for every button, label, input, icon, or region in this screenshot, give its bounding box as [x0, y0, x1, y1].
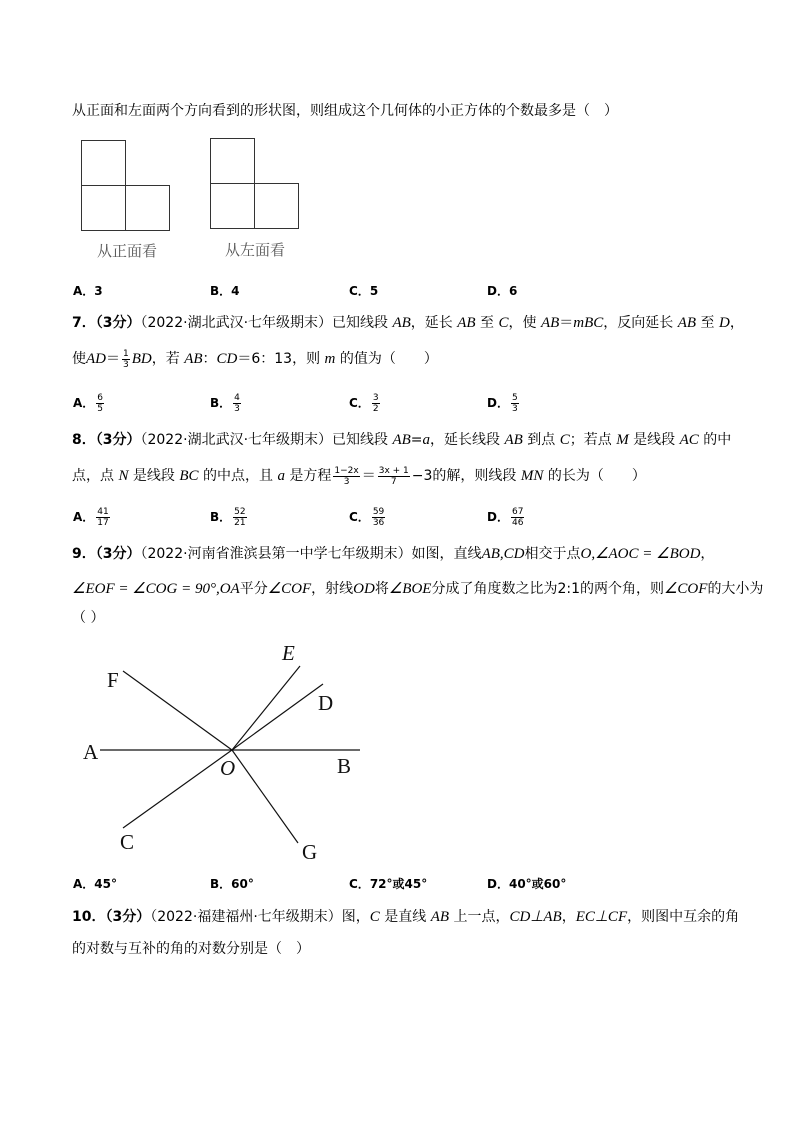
q9-option-d: [487, 876, 566, 892]
math-expression: ∠COF: [267, 581, 312, 597]
q7-line-1: [72, 314, 744, 332]
math-expression: C: [498, 315, 509, 331]
math-expression: CD⊥AB: [509, 909, 562, 925]
q8-line-2: [72, 465, 646, 487]
label-c: C: [120, 830, 135, 854]
text-run: 分成了角度数之比为2:1的两个角，则: [431, 581, 664, 597]
option-letter: D．: [487, 510, 509, 524]
q6-option-b: [210, 283, 240, 299]
option-letter: B．: [210, 510, 232, 524]
text-run: ，: [700, 546, 715, 562]
fraction-denominator: 7: [390, 476, 397, 487]
option-value: 72°或45°: [369, 877, 428, 891]
q8-option-c: [349, 507, 387, 528]
math-expression: AB: [504, 432, 523, 448]
math-expression: O,∠AOC = ∠BOD: [580, 546, 701, 562]
fraction-denominator: 3: [123, 359, 129, 370]
q8-option-b: [210, 507, 249, 528]
label-g: G: [302, 840, 318, 864]
text-run: ＝: [559, 315, 574, 331]
q6-option-a: [73, 283, 103, 299]
option-fraction: [96, 507, 109, 528]
left-view-square: [210, 183, 255, 229]
math-expression: ∠BOE: [388, 581, 432, 597]
fraction-numerator: 5: [511, 393, 518, 403]
q8-line-1: [72, 431, 731, 449]
fraction-numerator: 52: [234, 507, 246, 517]
left-view-square: [254, 183, 299, 229]
text-run: 是直线: [379, 909, 431, 925]
text-run: ：: [202, 351, 217, 367]
q7-option-a: [73, 393, 106, 414]
text-run: 上一点，: [449, 909, 510, 925]
math-expression: AB: [184, 351, 203, 367]
left-view-square: [210, 138, 255, 184]
fraction-denominator: 21: [234, 518, 246, 528]
inline-fraction: [122, 349, 130, 370]
math-expression: AB: [540, 315, 560, 331]
text-run: 使: [72, 351, 86, 367]
text-run: 是方程: [284, 468, 332, 484]
text-run: （2022·湖北武汉·七年级期末）已知线段: [140, 432, 393, 448]
left-view-label: 从左面看: [225, 241, 286, 259]
math-expression: AB: [392, 315, 411, 331]
text-run: ＝: [106, 351, 120, 367]
option-letter: D．: [487, 877, 509, 891]
text-run: ；若点: [569, 432, 617, 448]
option-letter: A．: [73, 877, 95, 891]
q7-option-d: [487, 393, 521, 414]
math-expression: N: [118, 468, 129, 484]
text-run: 到点: [522, 432, 560, 448]
q9-option-a: [73, 876, 117, 892]
fraction-denominator: 17: [97, 518, 109, 528]
math-expression: OD: [353, 581, 375, 597]
option-letter: A．: [73, 396, 95, 410]
math-expression: BD: [131, 351, 152, 367]
option-letter: C．: [349, 284, 370, 298]
q7-line-2: [72, 348, 438, 370]
fraction-numerator: 4: [234, 393, 240, 403]
label-d: D: [318, 691, 334, 715]
fraction-denominator: 3: [234, 404, 240, 414]
text-run: 8．（3分）: [72, 432, 141, 448]
front-view-square: [125, 185, 170, 231]
q6-stem: 从正面和左面两个方向看到的形状图，则组成这个几何体的小正方体的个数最多是（ ）: [72, 103, 618, 119]
q9-option-c: [349, 876, 427, 892]
text-run: ，若: [151, 351, 185, 367]
fraction-denominator: 3: [343, 476, 350, 487]
option-fraction: [372, 507, 385, 528]
text-run: =: [410, 432, 423, 448]
text-run: ，使: [508, 315, 541, 331]
math-expression: MN: [520, 468, 544, 484]
q9-intersecting-lines-figure: [0, 630, 400, 870]
q9-line-3: （ ）: [72, 610, 105, 626]
option-fraction: [372, 393, 380, 414]
text-run: 10．（3分）: [72, 909, 151, 925]
option-fraction: [511, 393, 519, 414]
text-run: ＝6：13，则: [237, 351, 325, 367]
label-e: E: [282, 641, 295, 665]
fraction-denominator: 46: [511, 518, 524, 528]
text-run: 的值为（ ）: [335, 351, 438, 367]
fraction-numerator: 59: [372, 507, 385, 517]
ray-oc: [123, 750, 232, 828]
option-value: 40°或60°: [508, 877, 567, 891]
fraction-numerator: 3: [372, 393, 379, 403]
fraction-numerator: 41: [97, 507, 109, 517]
fraction-numerator: 6: [97, 393, 104, 403]
q10-line-1: [72, 908, 739, 926]
text-run: ＝: [361, 468, 376, 484]
label-f: F: [107, 668, 119, 692]
label-o: O: [220, 756, 236, 780]
q9-line-2: [72, 580, 763, 598]
text-run: 7．（3分）: [72, 315, 141, 331]
option-letter: B．: [210, 877, 232, 891]
text-run: 的中点，且: [198, 468, 278, 484]
text-run: （2022·河南省淮滨县第一中学七年级期末）如图，直线: [140, 546, 482, 562]
text-run: ，: [561, 909, 576, 925]
text-run: ，: [729, 315, 744, 331]
option-letter: C．: [349, 510, 370, 524]
q7-option-b: [210, 393, 243, 414]
text-run: 点，点: [72, 468, 119, 484]
option-fraction: [233, 507, 246, 528]
math-expression: a: [277, 468, 285, 484]
text-run: ，延长: [410, 315, 458, 331]
math-expression: AB: [677, 315, 697, 331]
fraction-numerator: 1: [123, 348, 129, 359]
option-fraction: [96, 393, 104, 414]
option-letter: B．: [210, 284, 232, 298]
label-a: A: [83, 740, 99, 764]
math-expression: m: [324, 351, 336, 367]
text-run: 是线段: [128, 468, 180, 484]
math-expression: AB,CD: [481, 546, 525, 562]
fraction-numerator: 3x + 1: [378, 465, 409, 476]
text-run: 将: [374, 581, 389, 597]
math-expression: a: [422, 432, 431, 448]
text-run: （2022·福建福州·七年级期末）图，: [150, 909, 370, 925]
q6-option-c: [349, 283, 378, 299]
text-run: 相交于点: [524, 546, 581, 562]
option-value: 45°: [94, 877, 117, 891]
option-value: 6: [508, 284, 518, 298]
math-expression: M: [616, 432, 629, 448]
ray-og: [232, 750, 298, 843]
math-expression: AB: [430, 909, 450, 925]
math-expression: BC: [179, 468, 199, 484]
front-view-square: [81, 140, 126, 186]
fraction-denominator: 36: [372, 518, 385, 528]
math-expression: mBC: [573, 315, 604, 331]
text-run: 至: [696, 315, 719, 331]
label-b: B: [337, 754, 352, 778]
inline-fraction: [378, 466, 410, 487]
math-expression: CD: [216, 351, 238, 367]
q7-option-c: [349, 393, 382, 414]
fraction-denominator: 5: [97, 404, 104, 414]
option-fraction: [233, 393, 241, 414]
q9-option-b: [210, 876, 254, 892]
option-value: 5: [369, 284, 379, 298]
q6-option-d: [487, 283, 517, 299]
text-run: 的中: [698, 432, 732, 448]
q9-line-1: [72, 545, 714, 563]
option-value: 4: [231, 284, 240, 298]
text-run: 的大小为: [707, 581, 764, 597]
math-expression: D: [718, 315, 730, 331]
front-view-square: [81, 185, 126, 231]
text-run: −3的解，则线段: [411, 468, 521, 484]
math-expression: C: [369, 909, 380, 925]
math-expression: C: [559, 432, 570, 448]
text-run: （2022·湖北武汉·七年级期末）已知线段: [140, 315, 393, 331]
option-letter: A．: [73, 510, 95, 524]
text-run: 平分: [239, 581, 268, 597]
math-expression: ∠EOF = ∠COG = 90°,OA: [72, 581, 240, 597]
option-value: 60°: [231, 877, 254, 891]
inline-fraction: [333, 466, 359, 487]
math-expression: AB: [457, 315, 476, 331]
fraction-denominator: 3: [511, 404, 518, 414]
front-view-label: 从正面看: [97, 242, 158, 260]
text-run: 9．（3分）: [72, 546, 141, 562]
math-expression: ∠COF: [663, 581, 708, 597]
fraction-numerator: 1−2x: [334, 465, 359, 476]
q8-option-d: [487, 507, 526, 528]
q10-line-2: 的对数与互补的角的对数分别是（ ）: [72, 941, 310, 957]
option-value: 3: [94, 284, 103, 298]
ray-of: [123, 671, 232, 750]
option-letter: B．: [210, 396, 232, 410]
option-fraction: [511, 507, 524, 528]
fraction-numerator: 67: [511, 507, 524, 517]
option-letter: C．: [349, 396, 370, 410]
text-run: ，则图中互余的角: [627, 909, 740, 925]
fraction-denominator: 2: [372, 404, 379, 414]
math-expression: AD: [86, 351, 106, 367]
text-run: ，延长线段: [430, 432, 505, 448]
text-run: 至: [475, 315, 499, 331]
option-letter: C．: [349, 877, 370, 891]
option-letter: D．: [487, 396, 509, 410]
math-expression: AC: [679, 432, 699, 448]
text-run: ，射线: [311, 581, 354, 597]
q8-option-a: [73, 507, 112, 528]
text-run: 是线段: [628, 432, 680, 448]
math-expression: EC⊥CF: [575, 909, 628, 925]
option-letter: A．: [73, 284, 95, 298]
text-run: ，反向延长: [603, 315, 678, 331]
math-expression: AB: [392, 432, 411, 448]
option-letter: D．: [487, 284, 509, 298]
text-run: 的长为（ ）: [543, 468, 646, 484]
